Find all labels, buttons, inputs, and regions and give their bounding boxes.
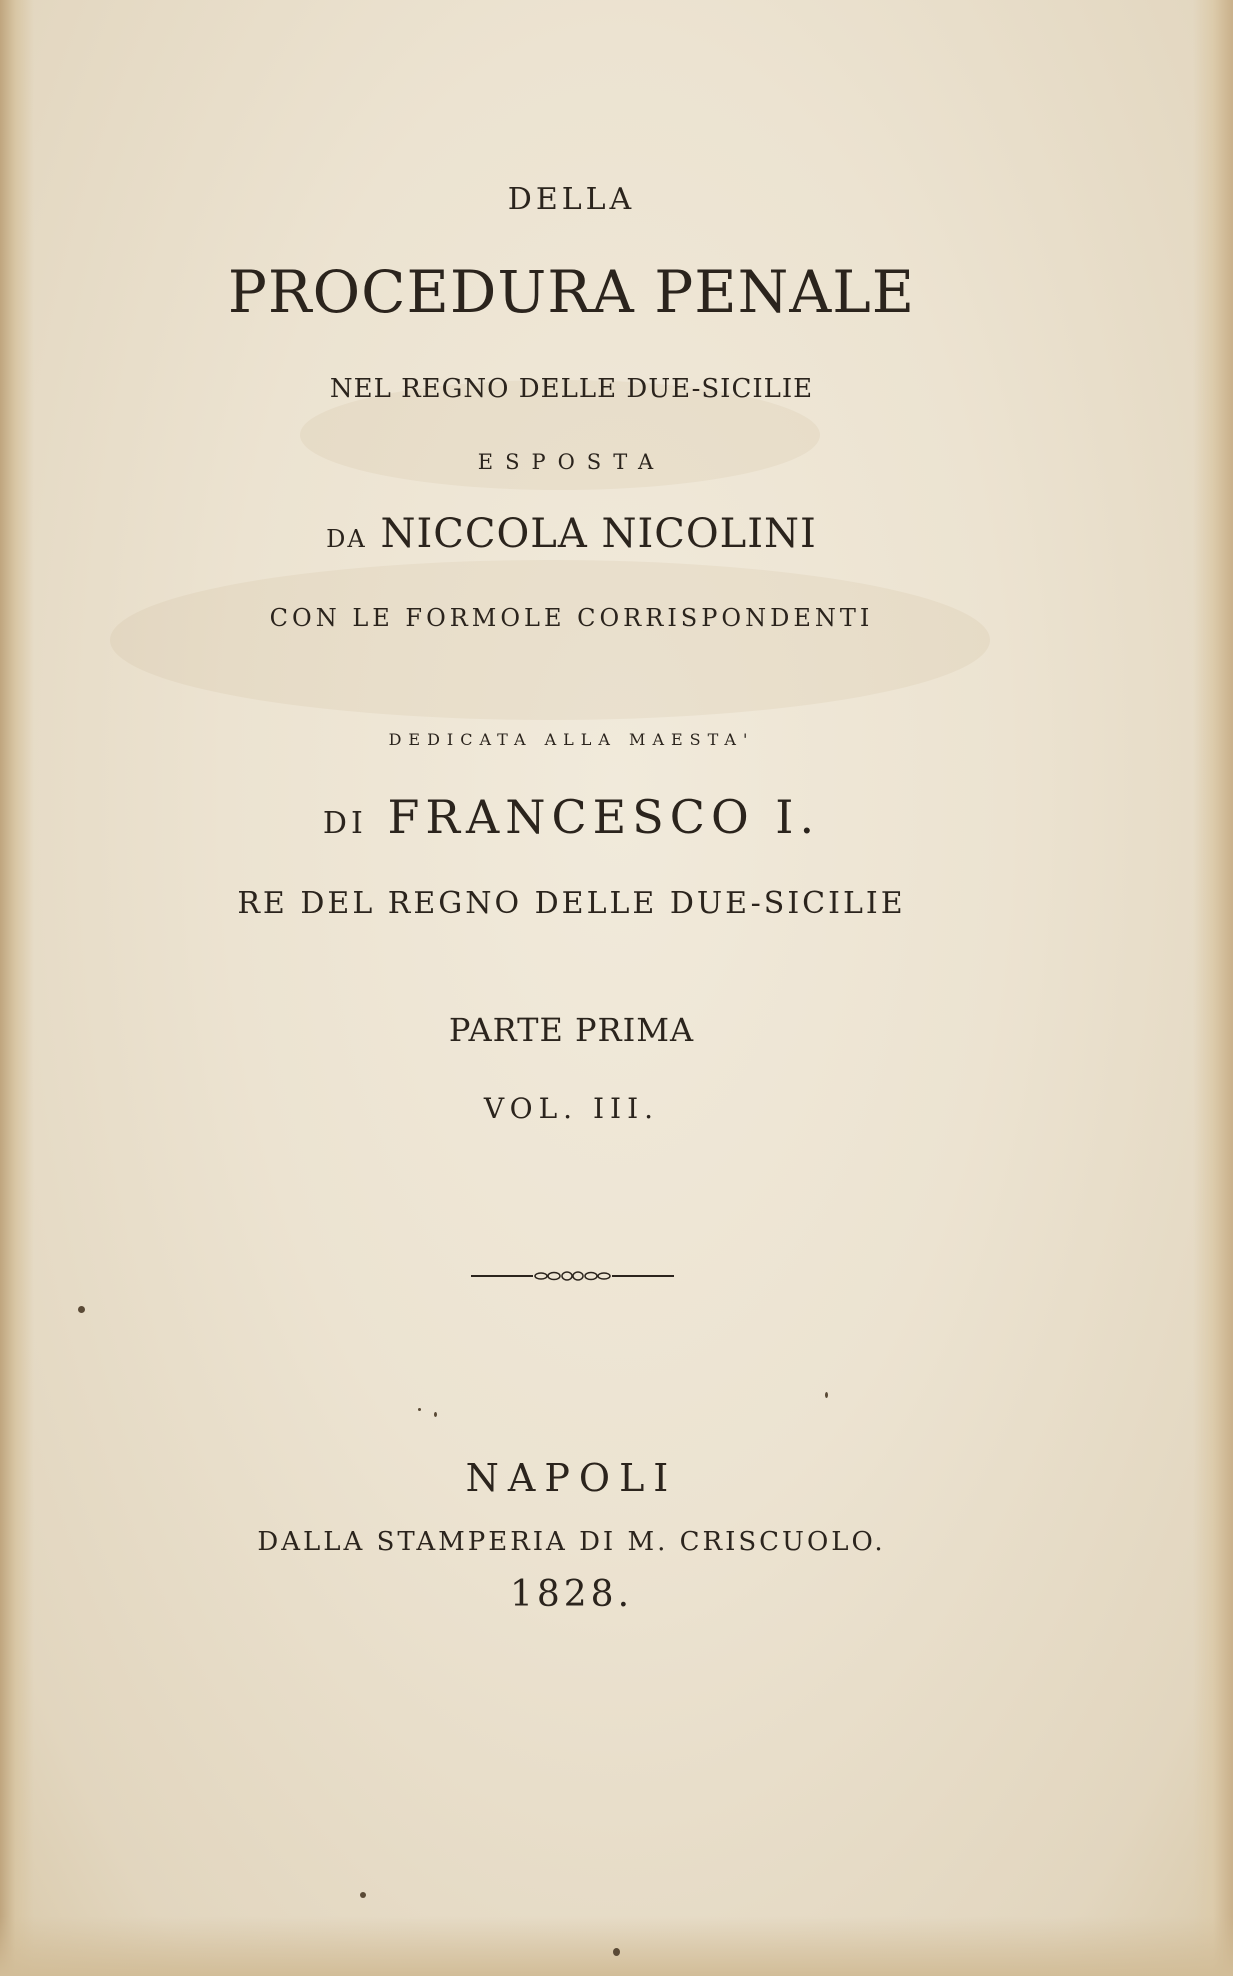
paper-speck	[825, 1392, 828, 1398]
dedicatee-name: FRANCESCO I.	[387, 790, 821, 844]
heading-della: DELLA	[507, 182, 636, 217]
author-line	[0, 511, 1143, 557]
dedicatee-line	[0, 790, 1143, 844]
page-edge-bottom	[0, 1916, 1233, 1976]
subtitle: NEL REGNO DELLE DUE-SICILIE	[329, 374, 814, 404]
dedicatee-prefix: DI	[322, 806, 367, 841]
author-name: NICCOLA NICOLINI	[380, 511, 817, 557]
author-prefix: DA	[326, 525, 367, 553]
paper-speck	[613, 1948, 620, 1956]
ornament-rule-icon	[471, 1264, 674, 1288]
imprint-city: NAPOLI	[465, 1456, 678, 1500]
paper-speck	[78, 1306, 85, 1313]
paper-speck	[418, 1408, 421, 1411]
formole-line: CON LE FORMOLE CORRISPONDENTI	[269, 604, 874, 632]
book-title: PROCEDURA PENALE	[227, 258, 916, 326]
paper-stain	[110, 560, 990, 720]
dedication-line: DEDICATA ALLA MAESTA'	[388, 730, 755, 749]
paper-speck	[360, 1892, 366, 1898]
imprint-year: 1828.	[509, 1574, 634, 1615]
volume-label: VOL. III.	[483, 1092, 660, 1125]
page-edge-right	[1193, 0, 1233, 1976]
part-label: PARTE PRIMA	[448, 1011, 695, 1049]
imprint-printer: DALLA STAMPERIA DI M. CRISCUOLO.	[257, 1527, 886, 1557]
dedicatee-title: RE DEL REGNO DELLE DUE-SICILIE	[237, 886, 906, 921]
paper-speck	[434, 1412, 437, 1417]
esposta-line: ESPOSTA	[477, 450, 666, 474]
